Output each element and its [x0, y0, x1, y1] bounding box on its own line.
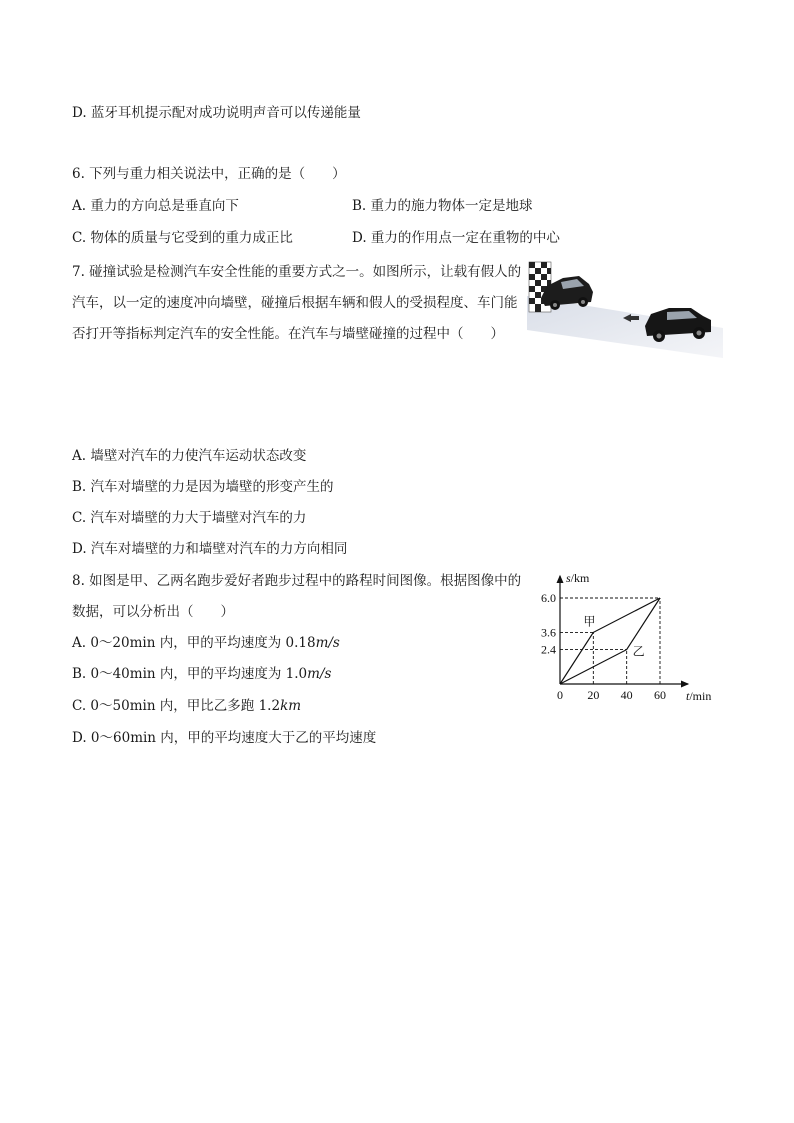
x-tick-20: 20 [587, 688, 600, 702]
series-label-1: 乙 [632, 644, 645, 659]
q8-stem: 8. 如图是甲、乙两名跑步爱好者跑步过程中的路程时间图像。根据图像中的数据，可以分析出（ ） [72, 573, 522, 620]
q6-option-d: D. 重力的作用点一定在重物的中心 [352, 230, 560, 246]
q6-option-b: B. 重力的施力物体一定是地球 [352, 198, 533, 214]
series-label-0: 甲 [583, 614, 596, 629]
x-tick-40: 40 [620, 688, 633, 702]
q8-option-c: C. 0～50min 内，甲比乙多跑 1.2km [72, 698, 302, 714]
q7-stem: 7. 碰撞试验是检测汽车安全性能的重要方式之一。如图所示，让载有假人的汽车，以一定的速度冲向墙壁，碰撞后根据车辆和假人的受损程度、车门能否打开等指标判定汽车的安全性能。在汽车与墙壁碰撞的过程中（ ） [72, 264, 522, 342]
series-line-0 [560, 598, 660, 684]
distance-time-graph [536, 570, 726, 710]
q6-option-a: A. 重力的方向总是垂直向下 [72, 198, 239, 214]
x-tick-60: 60 [654, 688, 666, 702]
q7-option-c: C. 汽车对墙壁的力大于墙壁对汽车的力 [72, 510, 307, 526]
q6-option-c: C. 物体的质量与它受到的重力成正比 [72, 230, 293, 246]
q7-option-a: A. 墙壁对汽车的力使汽车运动状态改变 [72, 448, 307, 464]
q6-stem: 6. 下列与重力相关说法中，正确的是（ ） [72, 166, 346, 182]
y-tick-6: 6.0 [541, 591, 556, 605]
q8-option-d: D. 0～60min 内，甲的平均速度大于乙的平均速度 [72, 730, 377, 746]
crash-test-figure [527, 258, 723, 358]
q7-option-d: D. 汽车对墙壁的力和墙壁对汽车的力方向相同 [72, 541, 348, 557]
y-axis-label: s/km [566, 571, 590, 585]
origin-label: 0 [557, 688, 563, 702]
y-tick-3.6: 3.6 [541, 625, 556, 640]
y-tick-2.4: 2.4 [541, 642, 556, 657]
x-axis-label: t/min [686, 689, 712, 703]
q8-option-a: A. 0～20min 内，甲的平均速度为 0.18m/s [72, 635, 340, 651]
q8-option-b: B. 0～40min 内，甲的平均速度为 1.0m/s [72, 666, 332, 682]
q7-option-b: B. 汽车对墙壁的力是因为墙壁的形变产生的 [72, 479, 334, 495]
series-line-1 [560, 598, 660, 684]
q5-option-d: D. 蓝牙耳机提示配对成功说明声音可以传递能量 [72, 105, 361, 121]
